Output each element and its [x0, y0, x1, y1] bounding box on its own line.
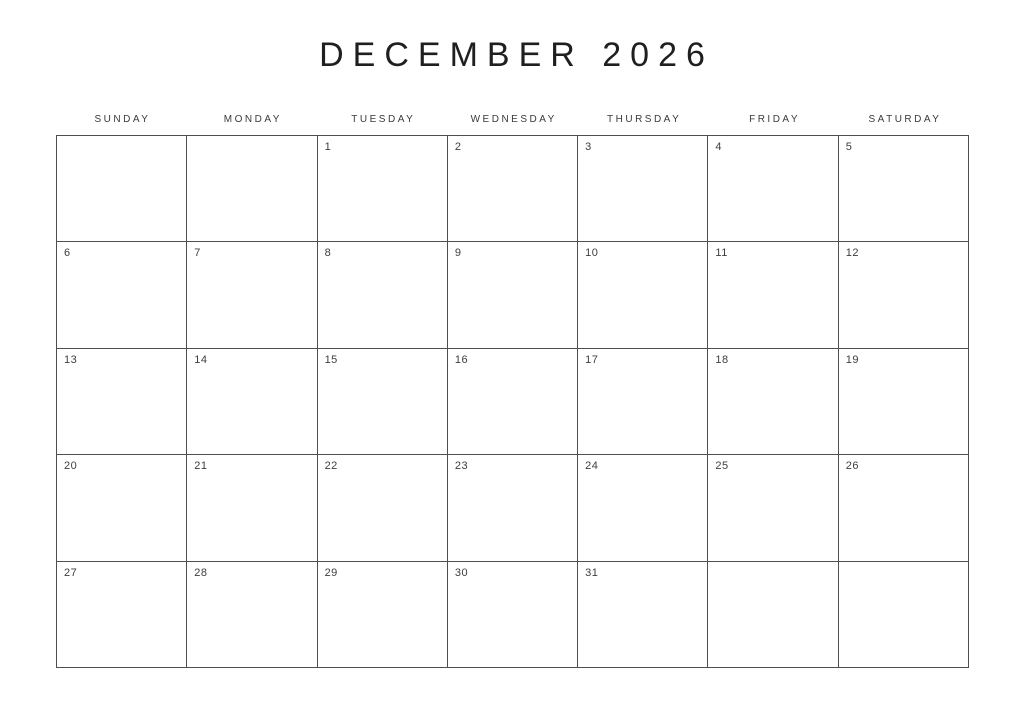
day-cell-24	[578, 455, 708, 561]
day-number: 6	[64, 247, 71, 260]
day-cell-25	[708, 455, 838, 561]
day-number: 10	[585, 247, 599, 260]
weekday-label-tuesday: TUESDAY	[351, 114, 416, 125]
weekday-header-row	[56, 113, 969, 127]
day-cell-6	[57, 242, 187, 348]
day-number: 29	[324, 566, 338, 579]
day-number: 1	[324, 141, 332, 153]
day-cell-19	[839, 349, 969, 455]
day-number: 7	[194, 247, 201, 260]
weekday-label-monday: MONDAY	[223, 114, 282, 125]
day-cell-empty	[57, 136, 187, 242]
day-number: 2	[454, 141, 462, 153]
day-number: 24	[585, 460, 599, 473]
day-number: 25	[715, 460, 729, 473]
day-number: 18	[715, 353, 729, 366]
day-cell-15	[318, 349, 448, 455]
day-cell-12	[839, 242, 969, 348]
day-number: 15	[324, 353, 338, 366]
day-number: 16	[454, 353, 469, 366]
day-number: 3	[585, 141, 592, 153]
calendar-title: DECEMBER 2026	[319, 36, 714, 74]
day-cell-3	[578, 136, 708, 242]
day-number: 13	[64, 353, 78, 366]
day-number: 21	[194, 460, 208, 473]
day-cell-empty	[187, 136, 317, 242]
day-number: 28	[194, 566, 208, 579]
day-cell-21	[187, 455, 317, 561]
day-cell-26	[839, 455, 969, 561]
day-number: 31	[585, 566, 599, 579]
day-cell-4	[708, 136, 838, 242]
weekday-label-saturday: SATURDAY	[868, 114, 942, 125]
day-cell-13	[57, 349, 187, 455]
day-cell-28	[187, 562, 317, 668]
day-number: 23	[454, 460, 469, 473]
day-cell-20	[57, 455, 187, 561]
day-number: 12	[845, 247, 859, 260]
day-cell-7	[187, 242, 317, 348]
day-number: 26	[845, 460, 859, 473]
day-number: 9	[454, 247, 462, 260]
day-cell-17	[578, 349, 708, 455]
day-cell-23	[448, 455, 578, 561]
day-cell-18	[708, 349, 838, 455]
day-cell-29	[318, 562, 448, 668]
day-cell-14	[187, 349, 317, 455]
day-number: 14	[194, 353, 208, 366]
day-number: 22	[324, 460, 338, 473]
day-cell-8	[318, 242, 448, 348]
day-number: 17	[585, 353, 599, 366]
day-number: 11	[715, 247, 728, 260]
day-cell-1	[318, 136, 448, 242]
day-number: 30	[454, 566, 469, 579]
weekday-label-wednesday: WEDNESDAY	[470, 114, 557, 125]
weekday-label-friday: FRIDAY	[749, 114, 801, 125]
day-cell-16	[448, 349, 578, 455]
weekday-label-sunday: SUNDAY	[94, 114, 151, 125]
calendar-grid	[56, 135, 969, 668]
day-cell-31	[578, 562, 708, 668]
day-cell-11	[708, 242, 838, 348]
day-cell-27	[57, 562, 187, 668]
day-cell-5	[839, 136, 969, 242]
day-cell-10	[578, 242, 708, 348]
day-cell-30	[448, 562, 578, 668]
day-cell-9	[448, 242, 578, 348]
day-cell-empty	[839, 562, 969, 668]
day-cell-22	[318, 455, 448, 561]
day-number: 19	[845, 353, 859, 366]
day-cell-empty	[708, 562, 838, 668]
day-number: 27	[64, 566, 78, 579]
day-number: 5	[845, 141, 853, 153]
weekday-label-thursday: THURSDAY	[607, 114, 682, 125]
day-cell-2	[448, 136, 578, 242]
day-number: 4	[715, 141, 723, 153]
day-number: 8	[324, 247, 332, 260]
day-number: 20	[64, 460, 78, 473]
